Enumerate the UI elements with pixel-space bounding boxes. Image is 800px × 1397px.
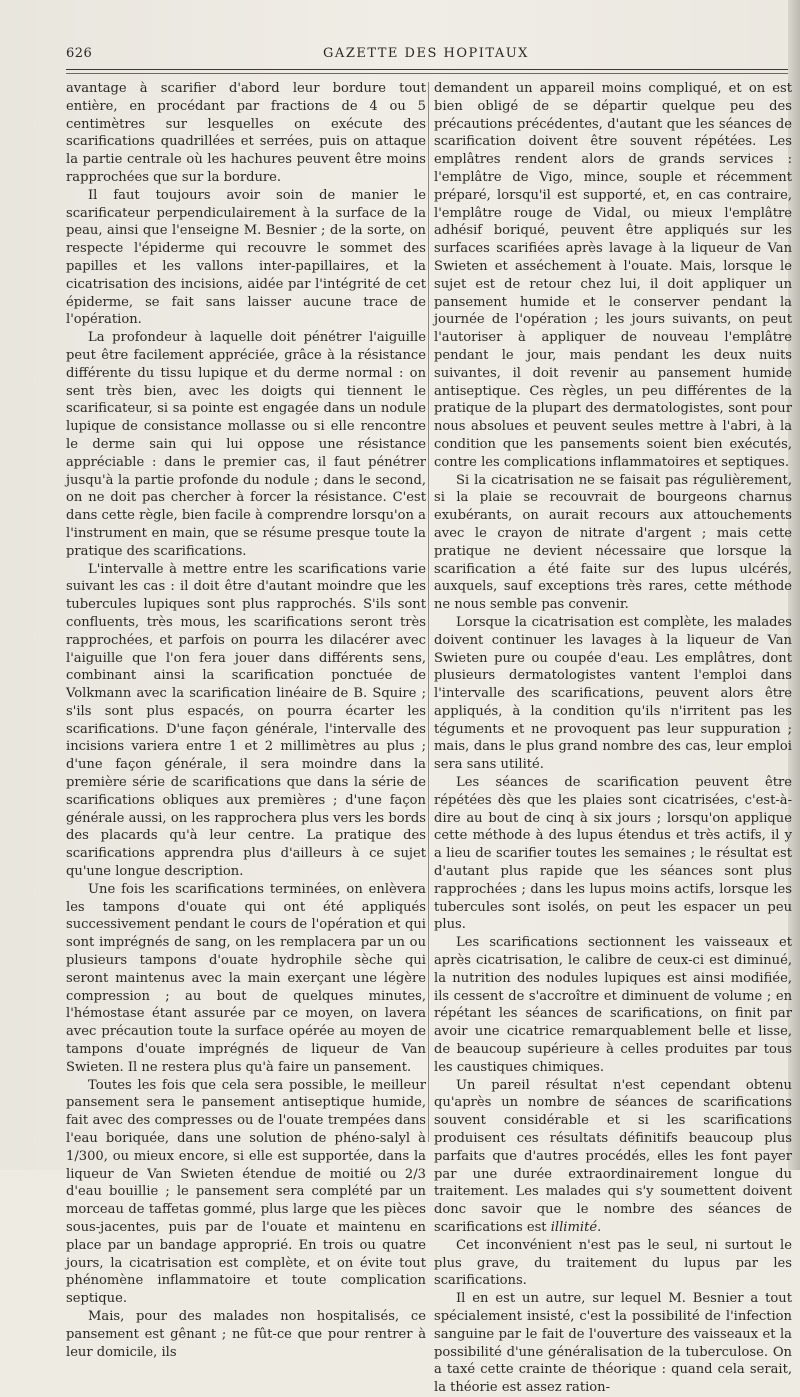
paragraph-text: Un pareil résultat n'est cependant obtenu qu'après un nombre de séances de scarifications souvent considérable et si les scarifications produisent ces résultats définitifs beaucoup plus parfaits que d'autres procédés, elles les font payer par une durée extraordinairement longue du traitement. Les malades qui s'y soumettent doivent donc savoir que le nombre des séances de scarifications est [434, 1077, 792, 1235]
right-column [434, 80, 792, 1396]
emphasis-illimite: illimité. [550, 1220, 602, 1235]
paragraph: Les scarifications sectionnent les vaisseaux et après cicatrisation, le calibre de ceux-ci est diminué, la nutrition des nodules lupiques est ainsi modifiée, ils cessent de s'accroître et diminuent de volume ; en répétant les séances de scarifications, on finit par avoir une cicatrice remarquablement belle et lisse, de beaucoup supérieure à celles produites par tous les caustiques chimiques. [434, 935, 792, 1075]
paragraph: Cet inconvénient n'est pas le seul, ni surtout le plus grave, du traitement du lupus par les scarifications. [434, 1237, 792, 1289]
running-title: GAZETTE DES HOPITAUX [323, 46, 529, 61]
paragraph: Mais, pour des malades non hospitalisés, ce pansement est gênant ; ne fût-ce que pour rentrer à leur domicile, ils [66, 1308, 426, 1360]
header-rule-thin [66, 73, 788, 74]
paragraph: L'intervalle à mettre entre les scarifications varie suivant les cas : il doit être d'autant moindre que les tubercules lupiques sont plus rapprochés. S'ils sont confluents, très mous, les scarifications seront très rapprochées, et parfois on pourra les dilacérer avec l'aiguille que l'on fera jouer dans différents sens, combinant ainsi la scarification ponctuée de Volkmann avec la scarification linéaire de B. Squire ; s'ils sont plus espacés, on pourra écarter les scarifications. D'une façon générale, l'intervalle des incisions variera entre 1 et 2 millimètres au plus ; d'une façon générale, il sera moindre dans la première série de scarifications que dans la série de scarifications obliques aux premières ; d'une façon générale aussi, on les rapprochera plus vers les bords des placards qu'à leur centre. La pratique des scarifications apprendra plus d'ailleurs à ce sujet qu'une longue description. [66, 561, 426, 880]
paragraph: La profondeur à laquelle doit pénétrer l'aiguille peut être facilement appréciée, grâce à la résistance différente du tissu lupique et du derme normal : on sent très bien, avec les doigts qui tiennent le scarificateur, si sa pointe est engagée dans un nodule lupique de consistance mollasse ou si elle rencontre le derme sain qui lui oppose une résistance appréciable : dans le premier cas, il faut pénétrer jusqu'à la partie profonde du nodule ; dans le second, on ne doit pas chercher à forcer la résistance. C'est dans cette règle, bien facile à comprendre lorsqu'on a l'instrument en main, que se résume presque toute la pratique des scarifications. [66, 330, 426, 559]
paragraph: Une fois les scarifications terminées, on enlèvera les tampons d'ouate qui ont été appliqués successivement pendant le cours de l'opération et qui sont imprégnés de sang, on les remplacera par un ou plusieurs tampons d'ouate hydrophile sèche qui seront maintenus avec la main exerçant une légère compression ; au bout de quelques minutes, l'hémostase étant assurée par ce moyen, on lavera avec précaution toute la surface opérée au moyen de tampons d'ouate imprégnés de liqueur de Van Swieten. Il ne restera plus qu'à faire un pansement. [66, 881, 426, 1075]
paragraph: Les séances de scarification peuvent être répétées dès que les plaies sont cicatrisées, c'est-à-dire au bout de cinq à six jours ; lorsqu'on applique cette méthode à des lupus étendus et très actifs, il y a lieu de scarifier toutes les semaines ; le résultat est d'autant plus rapide que les séances sont plus rapprochées ; dans les lupus moins actifs, lorsque les tubercules sont isolés, on peut les espacer un peu plus. [434, 775, 792, 933]
paragraph: avantage à scarifier d'abord leur bordure tout entière, en procédant par fractions de 4 ou 5 centimètres sur lesquelles on exécute des scarifications quadrillées et serrées, puis on attaque la partie centrale où les hachures peuvent être moins rapprochées que sur la bordure. [66, 81, 426, 185]
paragraph [434, 1077, 792, 1237]
paragraph: demandent un appareil moins compliqué, et on est bien obligé de se départir quelque peu des précautions précédentes, d'autant que les séances de scarification doivent être souvent répétées. Les emplâtres rendent alors de grands services : l'emplâtre de Vigo, mince, souple et récemment préparé, lorsqu'il est supporté, et, en cas contraire, l'emplâtre rouge de Vidal, ou mieux l'emplâtre adhésif boriqué, peuvent être appliqués sur les surfaces scarifiées après lavage à la liqueur de Van Swieten et asséchement à l'ouate. Mais, lorsque le sujet est de retour chez lui, il doit appliquer un pansement humide et le conserver pendant la journée de l'opération ; les jours suivants, on peut l'autoriser à appliquer de nouveau l'emplâtre pendant le jour, mais pendant les deux nuits suivantes, il doit revenir au pansement humide antiseptique. Ces règles, un peu différentes de la pratique de la plupart des dermatologistes, sont pour nous absolues et peuvent seules mettre à l'abri, à la condition que les pansements soient bien exécutés, contre les complications inflammatoires et septiques. [434, 81, 792, 470]
paragraph: Lorsque la cicatrisation est complète, les malades doivent continuer les lavages à la liqueur de Van Swieten pure ou coupée d'eau. Les emplâtres, dont plusieurs dermatologistes vantent l'emploi dans l'intervalle des scarifications, peuvent alors être appliqués, à la condition qu'ils n'irritent pas les téguments et ne provoquent pas leur suppuration ; mais, dans le plus grand nombre des cas, leur emploi sera sans utilité. [434, 614, 792, 773]
page-number: 626 [66, 46, 93, 61]
paragraph: Toutes les fois que cela sera possible, le meilleur pansement sera le pansement antiseptique humide, fait avec des compresses ou de l'ouate trempées dans l'eau boriquée, dans une solution de phéno-salyl à 1/300, ou mieux encore, si elle est supportée, dans la liqueur de Van Swieten étendue de moitié ou 2/3 d'eau bouillie ; le pansement sera complété par un morceau de taffetas gommé, plus large que les pièces sous-jacentes, puis par de l'ouate et maintenu en place par un bandage approprié. En trois ou quatre jours, la cicatrisation est complète, et on évite tout phénomène inflammatoire et toute complication septique. [66, 1077, 426, 1307]
paragraph: Si la cicatrisation ne se faisait pas régulièrement, si la plaie se recouvrait de bourgeons charnus exubérants, on aurait recours aux attouchements avec le crayon de nitrate d'argent ; mais cette pratique ne devient nécessaire que lorsque la scarification a été faite sur des lupus ulcérés, auxquels, sauf exceptions très rares, cette méthode ne nous semble pas convenir. [434, 472, 792, 613]
left-column [66, 80, 426, 1360]
paragraph: Il en est un autre, sur lequel M. Besnier a tout spécialement insisté, c'est la possibilité de l'infection sanguine par le fait de l'ouverture des vaisseaux et la possibilité d'une généralisation de la tuberculose. On a taxé cette crainte de théorique : quand cela serait, la théorie est assez ration- [434, 1291, 792, 1396]
column-divider [428, 82, 429, 1142]
header-rule [66, 69, 788, 70]
paragraph: Il faut toujours avoir soin de manier le scarificateur perpendiculairement à la surface de la peau, ainsi que l'enseigne M. Besnier ; de la sorte, on respecte l'épiderme qui recouvre le sommet des papilles et les vallons inter-papillaires, et la cicatrisation des incisions, aidée par l'intégrité de cet épiderme, se fait sans laisser aucune trace de l'opération. [66, 187, 426, 328]
page-header [66, 46, 786, 68]
